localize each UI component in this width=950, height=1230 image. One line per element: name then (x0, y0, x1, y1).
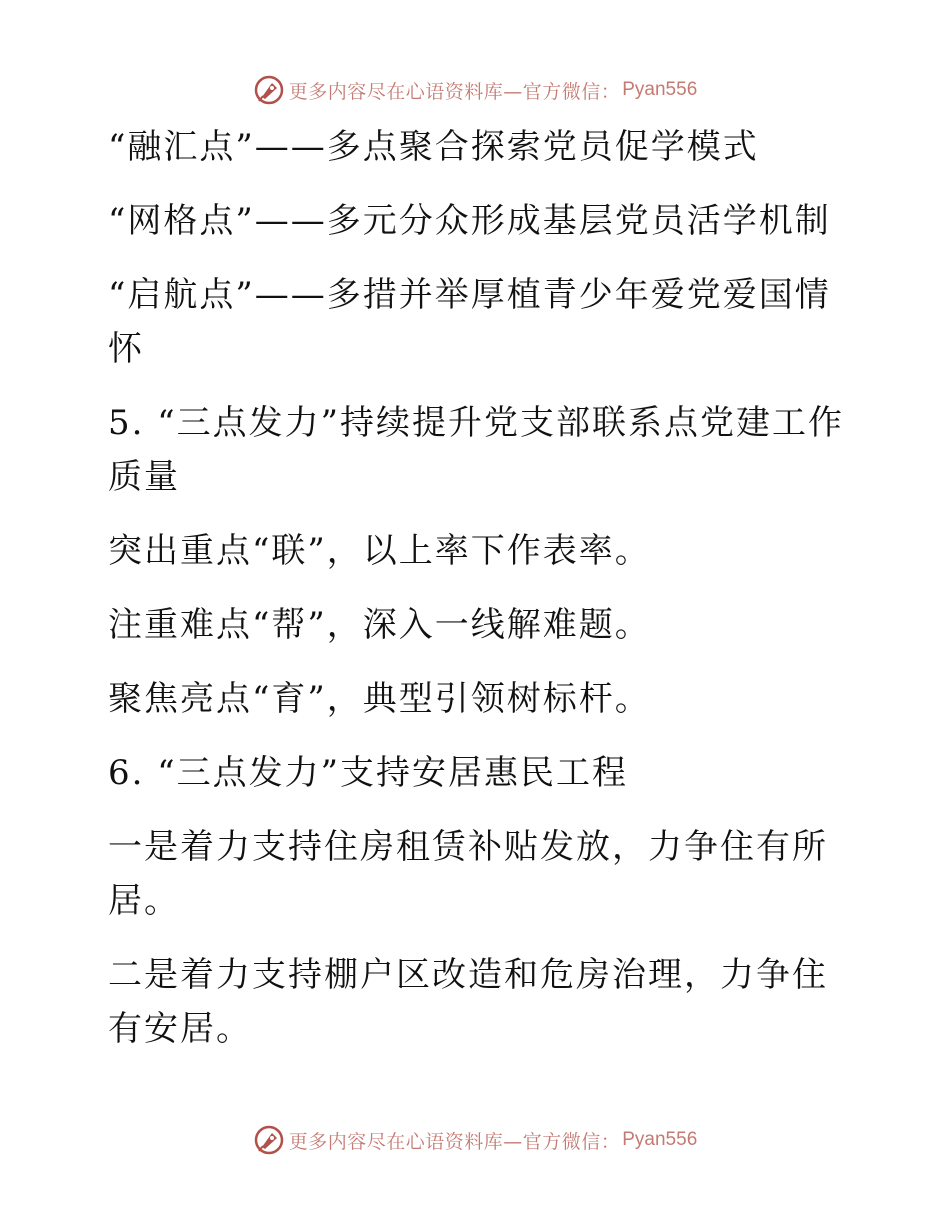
body-line: 二是着力支持棚户区改造和危房治理，力争住有安居。 (108, 955, 828, 1049)
section-heading: 6. “三点发力”支持安居惠民工程 (108, 753, 629, 793)
pen-nib-circle-icon (253, 1124, 285, 1156)
body-line: 注重难点“帮”，深入一线解难题。 (108, 605, 651, 645)
footer-wechat-id: Pyan556 (622, 1129, 698, 1150)
body-line: 突出重点“联”，以上率下作表率。 (108, 531, 651, 571)
pen-nib-circle-icon (253, 74, 285, 106)
document-body (96, 120, 856, 1076)
footer-banner-text: 更多内容尽在心语资料库—官方微信： (288, 1130, 621, 1153)
body-line: “启航点”——多措并举厚植青少年爱党爱国情怀 (108, 275, 831, 369)
header-banner-text: 更多内容尽在心语资料库—官方微信： (288, 80, 621, 103)
header-banner (0, 70, 950, 110)
footer-banner (0, 1120, 950, 1160)
section-heading: 5. “三点发力”持续提升党支部联系点党建工作质量 (108, 403, 845, 497)
header-wechat-id: Pyan556 (622, 79, 698, 100)
body-line: “网格点”——多元分众形成基层党员活学机制 (108, 201, 831, 241)
body-line: 一是着力支持住房租赁补贴发放，力争住有所居。 (108, 827, 828, 921)
body-line: “融汇点”——多点聚合探索党员促学模式 (108, 127, 759, 167)
body-line: 聚焦亮点“育”，典型引领树标杆。 (108, 679, 651, 719)
